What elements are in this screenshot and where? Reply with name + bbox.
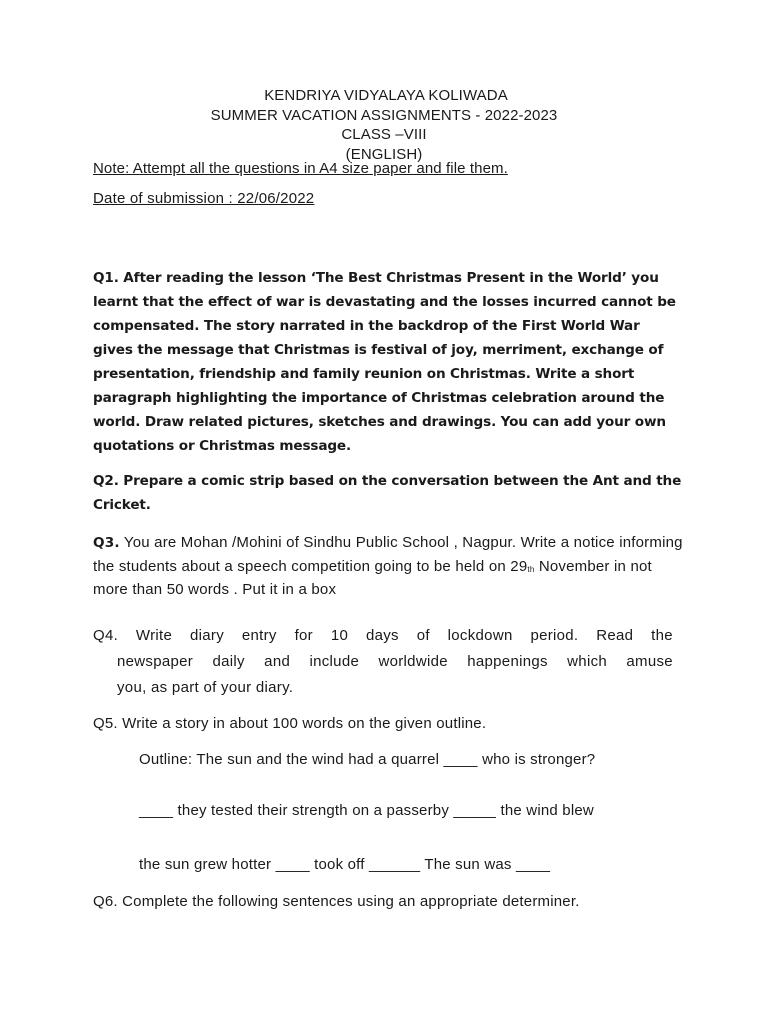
note-instruction: Note: Attempt all the questions in A4 size paper and file them.	[93, 160, 508, 177]
q4-word: days	[365, 627, 399, 644]
question-4-line-2	[93, 649, 673, 675]
assignment-title: SUMMER VACATION ASSIGNMENTS - 2022-2023	[210, 106, 558, 124]
subject-label: (ENGLISH)	[345, 145, 423, 163]
story-outline-line-3: the sun grew hotter ____ took off ______ The sun was ____	[139, 856, 551, 873]
question-3-text-end: November in not more than 50 words . Put it in a box	[93, 558, 652, 598]
question-3-superscript: th	[527, 565, 535, 574]
q4-word: include	[309, 653, 360, 670]
q4-word: lockdown	[447, 627, 513, 644]
question-1: Q1. After reading the lesson ‘The Best Christmas Present in the World’ you learnt that the effect of war is devastating and the losses incurred cannot be compensated. The story narrated in the backdrop of the First World War gives the message that Christmas is festival of joy, merriment, exchange of presentation, friendship and family reunion on Christmas. Write a short paragraph highlighting the importance of Christmas celebration around the world. Draw related pictures, sketches and drawings. You can add your own quotations or Christmas message.	[93, 270, 676, 454]
submission-date: Date of submission : 22/06/2022	[93, 190, 315, 207]
q4-word: entry	[241, 627, 277, 644]
question-2: Q2. Prepare a comic strip based on the conversation between the Ant and the Cricket.	[93, 473, 682, 513]
question-3-number: Q3.	[93, 535, 120, 551]
question-3	[93, 531, 683, 601]
question-6: Q6. Complete the following sentences using an appropriate determiner.	[93, 893, 580, 910]
school-name: KENDRIYA VIDYALAYA KOLIWADA	[264, 87, 508, 104]
q4-word: happenings	[467, 653, 548, 670]
q4-word: which	[567, 653, 608, 670]
q4-word: Read	[596, 627, 634, 644]
class-label: CLASS –VIII	[341, 126, 427, 143]
q4-word: newspaper	[117, 653, 194, 670]
question-5: Q5. Write a story in about 100 words on the given outline.	[93, 715, 487, 732]
story-outline-line-2: ____ they tested their strength on a passerby _____ the wind blew	[139, 802, 594, 819]
q4-word: and	[264, 653, 291, 670]
q4-word: for	[294, 627, 313, 644]
q4-word: diary	[190, 627, 225, 644]
question-4-line-3: you, as part of your diary.	[117, 679, 294, 696]
q4-word: 10	[330, 627, 349, 644]
q4-word: amuse	[626, 653, 673, 670]
q4-word: of	[416, 627, 430, 644]
q4-word: worldwide	[378, 653, 448, 670]
question-4	[93, 623, 673, 701]
q4-word: Write	[135, 627, 173, 644]
question-3-text-start: You are Mohan /Mohini of Sindhu Public School , Nagpur. Write a notice informing the students about a speech competition going to be held on 29	[93, 534, 683, 575]
question-4-number: Q4.	[93, 627, 119, 644]
q4-word: period.	[530, 627, 579, 644]
document-header	[0, 86, 768, 164]
q4-word: the	[651, 627, 673, 644]
question-4-line-1	[93, 623, 673, 649]
story-outline-line-1: Outline: The sun and the wind had a quarrel ____ who is stronger?	[139, 751, 596, 768]
q4-word: daily	[212, 653, 245, 670]
